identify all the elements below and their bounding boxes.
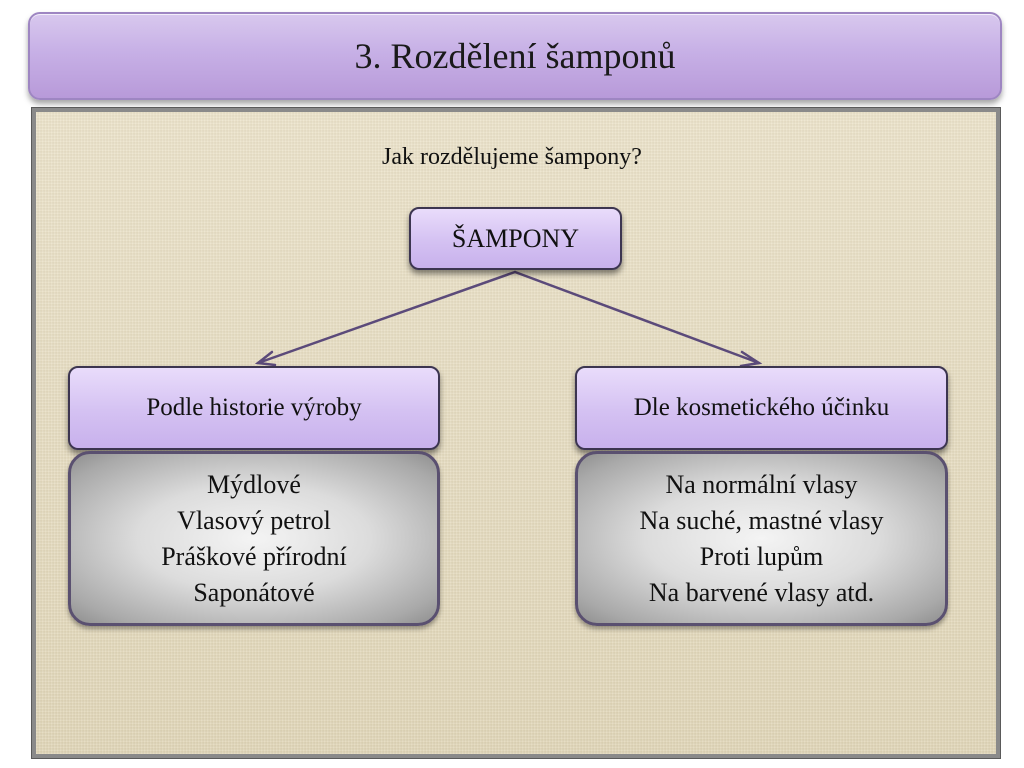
root-label: ŠAMPONY xyxy=(451,223,580,253)
list-item: Práškové přírodní xyxy=(161,541,347,571)
list-item: Saponátové xyxy=(193,577,315,607)
category-node-history xyxy=(68,366,440,450)
list-item: Na suché, mastné vlasy xyxy=(639,505,884,535)
question-text: Jak rozdělujeme šampony? xyxy=(382,144,642,170)
list-item: Na normální vlasy xyxy=(665,469,858,499)
category-label: Dle kosmetického účinku xyxy=(633,394,890,421)
list-node-cosmetic xyxy=(575,451,948,626)
root-node xyxy=(409,207,622,270)
category-node-cosmetic xyxy=(575,366,948,450)
category-label: Podle historie výroby xyxy=(146,394,362,421)
list-node-history xyxy=(68,451,440,626)
slide-title: 3. Rozdělení šamponů xyxy=(354,36,676,76)
list-item: Na barvené vlasy atd. xyxy=(648,577,875,607)
list-item: Vlasový petrol xyxy=(177,505,331,535)
list-item: Mýdlové xyxy=(207,469,301,499)
list-item: Proti lupům xyxy=(699,541,824,571)
title-bar xyxy=(28,12,1002,100)
